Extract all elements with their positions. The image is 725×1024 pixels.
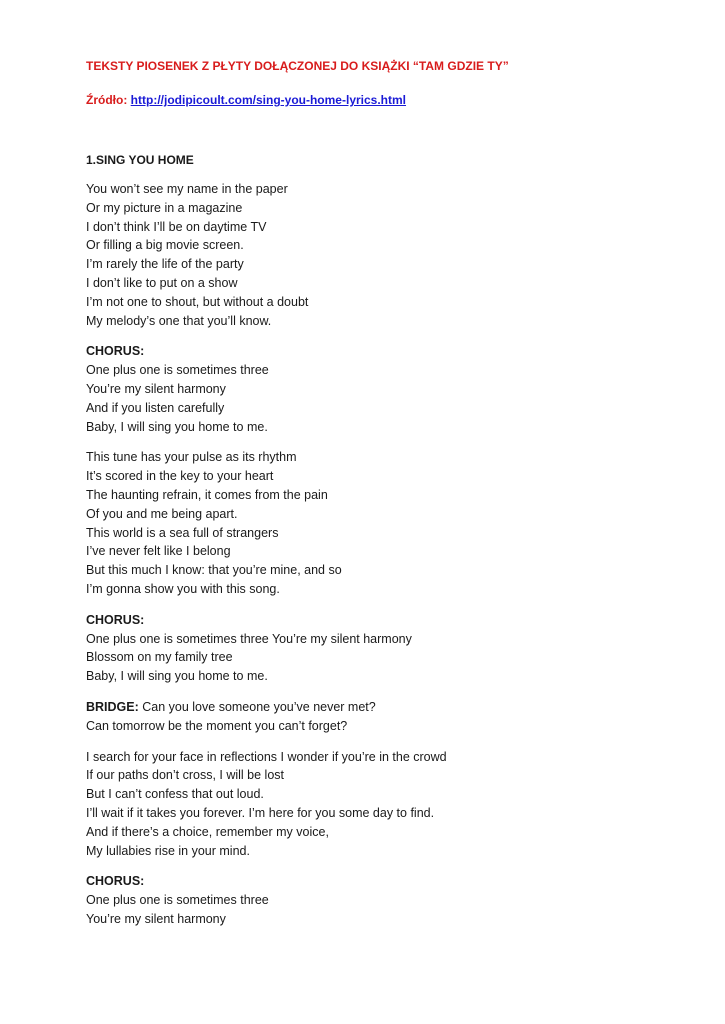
lyric-line: It’s scored in the key to your heart xyxy=(86,469,274,484)
lyric-line: One plus one is sometimes three xyxy=(86,363,269,378)
source-line xyxy=(86,92,686,108)
bridge xyxy=(86,698,686,736)
lyric-line: Baby, I will sing you home to me. xyxy=(86,669,268,684)
lyric-line: My lullabies rise in your mind. xyxy=(86,843,250,858)
lyric-line: This tune has your pulse as its rhythm xyxy=(86,450,297,465)
lyric-line: One plus one is sometimes three You’re my silent harmony xyxy=(86,631,412,646)
lyric-line: The haunting refrain, it comes from the pain xyxy=(86,487,328,502)
lyric-line: I don’t think I’ll be on daytime TV xyxy=(86,219,267,234)
verse-3 xyxy=(86,748,686,861)
lyric-line: You won’t see my name in the paper xyxy=(86,182,288,196)
source-label: Źródło: xyxy=(86,93,128,107)
lyric-line: I don’t like to put on a show xyxy=(86,275,238,290)
lyric-line: I’ll wait if it takes you forever. I’m here for you some day to find. xyxy=(86,805,435,820)
verse-1 xyxy=(86,180,686,330)
document-page xyxy=(86,58,686,929)
lyric-line: But I can’t confess that out loud. xyxy=(86,787,264,802)
lyric-line: And if you listen carefully xyxy=(86,400,225,415)
chorus-2 xyxy=(86,611,686,686)
bridge-first-line xyxy=(86,698,686,717)
lyric-line: If our paths don’t cross, I will be lost xyxy=(86,768,285,783)
lyric-line: This world is a sea full of strangers xyxy=(86,525,279,540)
source-link[interactable]: http://jodipicoult.com/sing-you-home-lyrics.html xyxy=(130,93,407,107)
lyric-line: You’re my silent harmony xyxy=(86,381,226,396)
bridge-label: BRIDGE: xyxy=(86,699,139,714)
lyric-line: I’ve never felt like I belong xyxy=(86,544,231,559)
lyric-line: Or filling a big movie screen. xyxy=(86,238,244,253)
lyric-line: And if there’s a choice, remember my voice, xyxy=(86,824,329,839)
lyric-line: Baby, I will sing you home to me. xyxy=(86,419,268,434)
chorus-label: CHORUS: xyxy=(86,874,145,889)
lyric-line: I search for your face in reflections I wonder if you’re in the crowd xyxy=(86,749,447,764)
lyric-text: Can you love someone you’ve never met? xyxy=(138,699,376,714)
chorus-label: CHORUS: xyxy=(86,344,145,359)
chorus-label: CHORUS: xyxy=(86,612,145,627)
lyric-line: Blossom on my family tree xyxy=(86,650,233,665)
lyric-line: My melody’s one that you’ll know. xyxy=(86,313,272,328)
lyric-line: I’m gonna show you with this song. xyxy=(86,581,280,596)
lyric-line: Or my picture in a magazine xyxy=(86,200,243,215)
verse-2 xyxy=(86,448,686,598)
lyric-line: You’re my silent harmony xyxy=(86,911,226,926)
lyric-line: Of you and me being apart. xyxy=(86,506,238,521)
lyric-line: I’m not one to shout, but without a doubt xyxy=(86,294,309,309)
lyric-line: One plus one is sometimes three xyxy=(86,893,269,908)
document-title: TEKSTY PIOSENEK Z PŁYTY DOŁĄCZONEJ DO KSIĄŻKI “TAM GDZIE TY” xyxy=(86,59,509,73)
song-title: 1.SING YOU HOME xyxy=(86,153,194,167)
lyric-line: But this much I know: that you’re mine, and so xyxy=(86,563,342,578)
lyric-line: I’m rarely the life of the party xyxy=(86,257,244,272)
chorus-3 xyxy=(86,872,686,928)
chorus-1 xyxy=(86,342,686,436)
lyric-line: Can tomorrow be the moment you can’t forget? xyxy=(86,718,348,733)
